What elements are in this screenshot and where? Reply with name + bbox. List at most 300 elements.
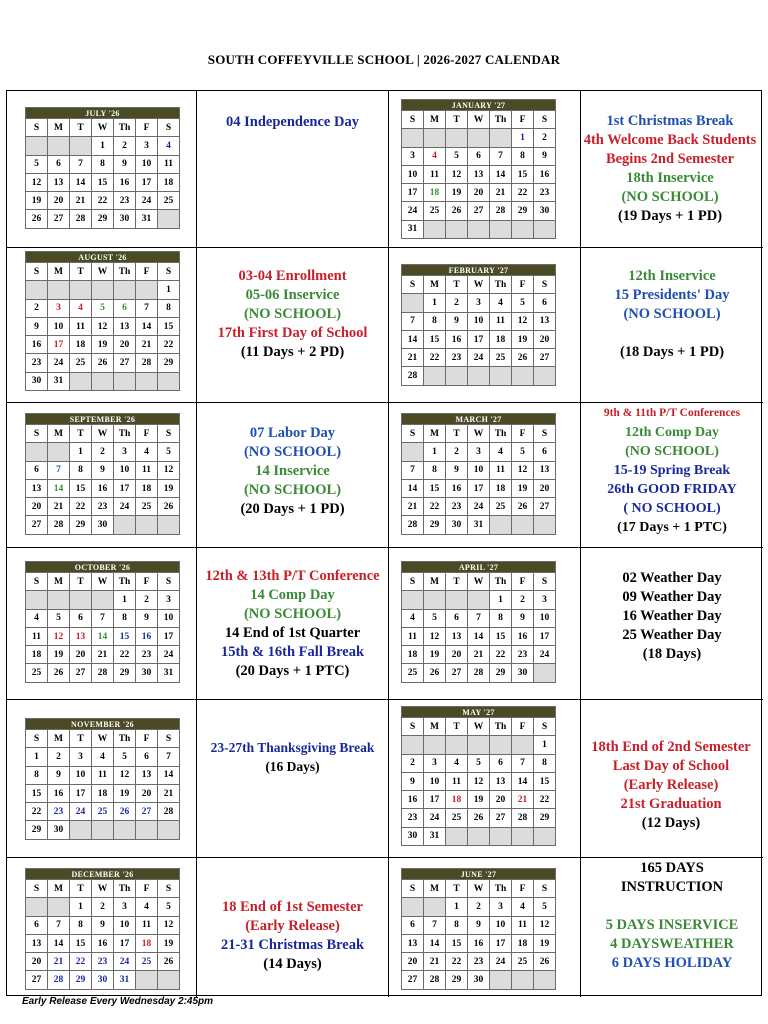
day-cell: 26 xyxy=(26,210,48,228)
weekday-header: S xyxy=(158,263,180,281)
day-cell: 26 xyxy=(114,803,136,821)
day-cell: 6 xyxy=(26,916,48,934)
day-cell: 7 xyxy=(48,916,70,934)
day-cell: 4 xyxy=(70,299,92,317)
day-cell: 25 xyxy=(92,803,114,821)
day-cell: 28 xyxy=(402,516,424,534)
day-cell: 27 xyxy=(534,498,556,516)
weekday-header: S xyxy=(26,119,48,137)
day-cell: 17 xyxy=(424,791,446,809)
month-calendar-october xyxy=(25,561,180,683)
day-cell: 25 xyxy=(490,498,512,516)
month-header: SEPTEMBER '26 xyxy=(26,414,180,425)
day-cell: 6 xyxy=(26,461,48,479)
events-cell-november xyxy=(197,700,389,858)
weekday-header: T xyxy=(446,718,468,736)
day-cell: 11 xyxy=(92,766,114,784)
day-cell: 23 xyxy=(446,498,468,516)
weekday-header: M xyxy=(424,573,446,591)
weekday-header: T xyxy=(446,880,468,898)
day-cell: 18 xyxy=(70,336,92,354)
day-cell: 12 xyxy=(512,312,534,330)
day-cell: 1 xyxy=(70,443,92,461)
day-cell: 18 xyxy=(424,184,446,202)
month-calendar-december xyxy=(25,868,180,990)
day-cell: 24 xyxy=(490,953,512,971)
weekday-header: F xyxy=(136,730,158,748)
weekday-header: M xyxy=(48,730,70,748)
day-cell: 20 xyxy=(136,784,158,802)
day-cell: 19 xyxy=(512,479,534,497)
weekday-header: T xyxy=(70,263,92,281)
day-cell: 23 xyxy=(92,953,114,971)
day-cell: 12 xyxy=(158,461,180,479)
month-calendar-june xyxy=(401,868,556,990)
day-cell: 20 xyxy=(70,646,92,664)
event-line: (20 Days + 1 PD) xyxy=(240,501,345,517)
day-cell: 15 xyxy=(424,330,446,348)
weekday-header: S xyxy=(402,425,424,443)
day-cell: 26 xyxy=(424,664,446,682)
day-cell: 9 xyxy=(136,609,158,627)
day-cell: 31 xyxy=(136,210,158,228)
day-cell: 11 xyxy=(512,916,534,934)
day-cell: 25 xyxy=(158,192,180,210)
day-cell: 17 xyxy=(468,479,490,497)
day-cell: 13 xyxy=(534,461,556,479)
day-cell: 16 xyxy=(512,627,534,645)
day-cell: 4 xyxy=(424,147,446,165)
empty-day-cell xyxy=(158,516,180,534)
day-cell: 1 xyxy=(114,591,136,609)
day-cell: 30 xyxy=(136,664,158,682)
empty-day-cell xyxy=(512,971,534,989)
day-cell: 28 xyxy=(402,367,424,385)
day-cell: 23 xyxy=(48,803,70,821)
calendar-grid xyxy=(6,90,762,996)
day-cell: 15 xyxy=(26,784,48,802)
day-cell: 7 xyxy=(402,312,424,330)
day-cell: 10 xyxy=(402,165,424,183)
empty-day-cell xyxy=(424,220,446,238)
day-cell: 18 xyxy=(26,646,48,664)
weekday-header: S xyxy=(26,880,48,898)
day-cell: 13 xyxy=(26,479,48,497)
day-cell: 5 xyxy=(114,748,136,766)
day-cell: 12 xyxy=(92,317,114,335)
event-line: 03-04 Enrollment xyxy=(238,268,347,284)
event-line: (Early Release) xyxy=(623,777,719,793)
day-cell: 5 xyxy=(446,147,468,165)
day-cell: 27 xyxy=(534,349,556,367)
empty-day-cell xyxy=(136,372,158,390)
day-cell: 19 xyxy=(446,184,468,202)
day-cell: 5 xyxy=(534,898,556,916)
weekday-header: S xyxy=(402,276,424,294)
day-cell: 22 xyxy=(424,498,446,516)
empty-day-cell xyxy=(114,821,136,839)
day-cell: 15 xyxy=(114,627,136,645)
day-cell: 12 xyxy=(534,916,556,934)
day-cell: 20 xyxy=(26,498,48,516)
day-cell: 24 xyxy=(468,349,490,367)
event-line: (NO SCHOOL) xyxy=(621,189,719,205)
month-header: JANUARY '27 xyxy=(402,100,556,111)
empty-day-cell xyxy=(136,971,158,989)
day-cell: 24 xyxy=(534,646,556,664)
weekday-header: S xyxy=(26,730,48,748)
weekday-header: Th xyxy=(490,718,512,736)
day-cell: 6 xyxy=(490,754,512,772)
empty-day-cell xyxy=(26,591,48,609)
day-cell: 25 xyxy=(26,664,48,682)
day-cell: 17 xyxy=(70,784,92,802)
weekday-header: Th xyxy=(114,880,136,898)
day-cell: 13 xyxy=(114,317,136,335)
event-line: (20 Days + 1 PTC) xyxy=(235,663,350,679)
day-cell: 20 xyxy=(446,646,468,664)
weekday-header: S xyxy=(26,425,48,443)
day-cell: 6 xyxy=(534,443,556,461)
day-cell: 31 xyxy=(402,220,424,238)
empty-day-cell xyxy=(468,591,490,609)
weekday-header: W xyxy=(92,880,114,898)
day-cell: 8 xyxy=(424,461,446,479)
weekday-header: S xyxy=(158,730,180,748)
day-cell: 21 xyxy=(512,791,534,809)
event-line: Last Day of School xyxy=(612,758,730,774)
month-calendar-august xyxy=(25,251,180,391)
empty-day-cell xyxy=(92,372,114,390)
day-cell: 14 xyxy=(48,934,70,952)
day-cell: 9 xyxy=(402,772,424,790)
day-cell: 5 xyxy=(158,898,180,916)
day-cell: 22 xyxy=(70,498,92,516)
empty-day-cell xyxy=(92,281,114,299)
weekday-header: W xyxy=(468,425,490,443)
day-cell: 24 xyxy=(136,192,158,210)
event-line: (NO SCHOOL) xyxy=(243,444,342,460)
empty-day-cell xyxy=(468,736,490,754)
weekday-header: W xyxy=(468,880,490,898)
day-cell: 28 xyxy=(48,516,70,534)
day-cell: 19 xyxy=(114,784,136,802)
month-calendar-january xyxy=(401,99,556,239)
weekday-header: F xyxy=(512,111,534,129)
day-cell: 3 xyxy=(114,898,136,916)
day-cell: 3 xyxy=(490,898,512,916)
weekday-header: Th xyxy=(490,573,512,591)
empty-day-cell xyxy=(48,281,70,299)
day-cell: 4 xyxy=(92,748,114,766)
event-line: 21-31 Christmas Break xyxy=(220,937,365,953)
day-cell: 18 xyxy=(446,791,468,809)
empty-day-cell xyxy=(424,591,446,609)
day-cell: 5 xyxy=(424,609,446,627)
month-header: APRIL '27 xyxy=(402,562,556,573)
month-calendar-july xyxy=(25,107,180,229)
day-cell: 10 xyxy=(534,609,556,627)
empty-day-cell xyxy=(48,898,70,916)
day-cell: 25 xyxy=(512,953,534,971)
month-cell-september xyxy=(7,403,197,548)
day-cell: 8 xyxy=(490,609,512,627)
weekday-header: M xyxy=(424,276,446,294)
day-cell: 26 xyxy=(468,809,490,827)
day-cell: 20 xyxy=(534,330,556,348)
day-cell: 5 xyxy=(512,443,534,461)
event-line: 09 Weather Day xyxy=(622,589,722,605)
empty-day-cell xyxy=(468,220,490,238)
day-cell: 24 xyxy=(468,498,490,516)
event-line: (19 Days + 1 PD) xyxy=(617,208,723,224)
empty-day-cell xyxy=(424,367,446,385)
day-cell: 6 xyxy=(468,147,490,165)
event-line: ( NO SCHOOL) xyxy=(623,501,721,516)
day-cell: 28 xyxy=(512,809,534,827)
event-line: 1st Christmas Break xyxy=(606,113,734,129)
day-cell: 14 xyxy=(136,317,158,335)
day-cell: 27 xyxy=(136,803,158,821)
empty-day-cell xyxy=(468,367,490,385)
day-cell: 17 xyxy=(48,336,70,354)
day-cell: 3 xyxy=(468,294,490,312)
day-cell: 5 xyxy=(512,294,534,312)
day-cell: 4 xyxy=(26,609,48,627)
day-cell: 19 xyxy=(158,479,180,497)
month-header: FEBRUARY '27 xyxy=(402,265,556,276)
empty-day-cell xyxy=(424,129,446,147)
day-cell: 1 xyxy=(424,294,446,312)
empty-day-cell xyxy=(48,591,70,609)
day-cell: 31 xyxy=(468,516,490,534)
event-line: INSTRUCTION xyxy=(620,879,724,895)
events-july xyxy=(197,113,388,132)
empty-day-cell xyxy=(70,372,92,390)
day-cell: 10 xyxy=(158,609,180,627)
empty-day-cell xyxy=(512,367,534,385)
day-cell: 11 xyxy=(490,461,512,479)
weekday-header: M xyxy=(48,425,70,443)
day-cell: 26 xyxy=(512,349,534,367)
day-cell: 7 xyxy=(512,754,534,772)
day-cell: 17 xyxy=(158,627,180,645)
day-cell: 14 xyxy=(158,766,180,784)
empty-day-cell xyxy=(512,827,534,845)
empty-day-cell xyxy=(490,220,512,238)
events-cell-march xyxy=(581,403,763,548)
day-cell: 5 xyxy=(158,443,180,461)
weekday-header: F xyxy=(512,718,534,736)
event-line: (16 Days) xyxy=(265,759,320,774)
day-cell: 7 xyxy=(158,748,180,766)
day-cell: 3 xyxy=(158,591,180,609)
events-cell-april xyxy=(581,548,763,700)
day-cell: 2 xyxy=(468,898,490,916)
weekday-header: T xyxy=(70,573,92,591)
empty-day-cell xyxy=(402,736,424,754)
day-cell: 7 xyxy=(424,916,446,934)
day-cell: 7 xyxy=(490,147,512,165)
day-cell: 15 xyxy=(424,479,446,497)
day-cell: 26 xyxy=(92,354,114,372)
empty-day-cell xyxy=(468,827,490,845)
month-header: AUGUST '26 xyxy=(26,252,180,263)
day-cell: 26 xyxy=(158,953,180,971)
day-cell: 20 xyxy=(490,791,512,809)
event-line: (17 Days + 1 PTC) xyxy=(617,520,727,535)
events-december xyxy=(197,898,388,974)
weekday-header: W xyxy=(468,111,490,129)
day-cell: 19 xyxy=(534,934,556,952)
day-cell: 1 xyxy=(92,137,114,155)
day-cell: 20 xyxy=(534,479,556,497)
event-line: 18 End of 1st Semester xyxy=(222,899,363,915)
day-cell: 14 xyxy=(70,173,92,191)
day-cell: 11 xyxy=(70,317,92,335)
day-cell: 1 xyxy=(512,129,534,147)
empty-day-cell xyxy=(158,821,180,839)
day-cell: 25 xyxy=(446,809,468,827)
day-cell: 4 xyxy=(158,137,180,155)
empty-day-cell xyxy=(490,129,512,147)
day-cell: 21 xyxy=(158,784,180,802)
day-cell: 23 xyxy=(402,809,424,827)
day-cell: 2 xyxy=(402,754,424,772)
weekday-header: F xyxy=(512,573,534,591)
footer-note: Early Release Every Wednesday 2:45pm xyxy=(22,996,214,1007)
weekday-header: M xyxy=(48,573,70,591)
event-line: 26th GOOD FRIDAY xyxy=(607,482,737,497)
month-header: MARCH '27 xyxy=(402,414,556,425)
day-cell: 16 xyxy=(402,791,424,809)
month-cell-august xyxy=(7,248,197,403)
weekday-header: Th xyxy=(114,730,136,748)
weekday-header: T xyxy=(70,425,92,443)
weekday-header: W xyxy=(92,263,114,281)
day-cell: 10 xyxy=(136,155,158,173)
empty-day-cell xyxy=(158,971,180,989)
page-title: SOUTH COFFEYVILLE SCHOOL | 2026-2027 CALENDAR xyxy=(207,52,561,67)
day-cell: 22 xyxy=(424,349,446,367)
month-header: DECEMBER '26 xyxy=(26,869,180,880)
event-line: 23-27th Thanksgiving Break xyxy=(210,740,375,755)
day-cell: 13 xyxy=(402,934,424,952)
day-cell: 11 xyxy=(136,461,158,479)
empty-day-cell xyxy=(490,367,512,385)
day-cell: 3 xyxy=(70,748,92,766)
weekday-header: M xyxy=(424,718,446,736)
day-cell: 25 xyxy=(70,354,92,372)
weekday-header: S xyxy=(534,573,556,591)
day-cell: 17 xyxy=(534,627,556,645)
weekday-header: S xyxy=(158,425,180,443)
day-cell: 15 xyxy=(70,934,92,952)
day-cell: 29 xyxy=(490,664,512,682)
day-cell: 15 xyxy=(158,317,180,335)
day-cell: 17 xyxy=(114,479,136,497)
day-cell: 3 xyxy=(468,443,490,461)
weekday-header: S xyxy=(26,573,48,591)
weekday-header: Th xyxy=(114,263,136,281)
empty-day-cell xyxy=(70,281,92,299)
day-cell: 23 xyxy=(92,498,114,516)
month-header: NOVEMBER '26 xyxy=(26,719,180,730)
month-cell-january xyxy=(389,91,581,248)
day-cell: 1 xyxy=(26,748,48,766)
events-cell-may xyxy=(581,700,763,858)
event-line: 18th End of 2nd Semester xyxy=(591,739,751,755)
day-cell: 13 xyxy=(26,934,48,952)
empty-day-cell xyxy=(26,443,48,461)
empty-day-cell xyxy=(534,827,556,845)
month-calendar-september xyxy=(25,413,180,535)
event-line: 14 End of 1st Quarter xyxy=(224,625,361,641)
day-cell: 27 xyxy=(26,516,48,534)
day-cell: 29 xyxy=(446,971,468,989)
empty-day-cell xyxy=(534,367,556,385)
day-cell: 22 xyxy=(114,646,136,664)
weekday-header: F xyxy=(136,880,158,898)
event-line xyxy=(581,897,763,916)
weekday-header: Th xyxy=(114,573,136,591)
day-cell: 7 xyxy=(136,299,158,317)
events-november xyxy=(197,738,388,776)
day-cell: 11 xyxy=(424,165,446,183)
day-cell: 31 xyxy=(424,827,446,845)
event-line: 14 Inservice xyxy=(255,463,330,479)
empty-day-cell xyxy=(424,736,446,754)
day-cell: 12 xyxy=(158,916,180,934)
day-cell: 25 xyxy=(402,664,424,682)
day-cell: 31 xyxy=(114,971,136,989)
day-cell: 19 xyxy=(26,192,48,210)
day-cell: 21 xyxy=(48,953,70,971)
weekday-header: S xyxy=(402,880,424,898)
day-cell: 26 xyxy=(446,202,468,220)
day-cell: 13 xyxy=(534,312,556,330)
day-cell: 15 xyxy=(446,934,468,952)
event-line: Begins 2nd Semester xyxy=(605,151,735,167)
day-cell: 16 xyxy=(468,934,490,952)
day-cell: 21 xyxy=(70,192,92,210)
day-cell: 4 xyxy=(490,443,512,461)
day-cell: 6 xyxy=(446,609,468,627)
weekday-header: W xyxy=(468,718,490,736)
empty-day-cell xyxy=(26,281,48,299)
day-cell: 10 xyxy=(114,916,136,934)
weekday-header: S xyxy=(402,718,424,736)
events-may xyxy=(577,738,765,833)
day-cell: 21 xyxy=(468,646,490,664)
empty-day-cell xyxy=(512,736,534,754)
event-line: (NO SCHOOL) xyxy=(243,306,342,322)
day-cell: 29 xyxy=(70,516,92,534)
day-cell: 8 xyxy=(70,916,92,934)
day-cell: 30 xyxy=(512,664,534,682)
weekday-header: Th xyxy=(490,425,512,443)
event-line: 21st Graduation xyxy=(620,796,722,812)
day-cell: 27 xyxy=(70,664,92,682)
day-cell: 23 xyxy=(512,646,534,664)
day-cell: 14 xyxy=(468,627,490,645)
day-cell: 24 xyxy=(158,646,180,664)
day-cell: 11 xyxy=(136,916,158,934)
day-cell: 25 xyxy=(136,953,158,971)
event-line: 12th Inservice xyxy=(628,268,716,284)
day-cell: 23 xyxy=(26,354,48,372)
empty-day-cell xyxy=(490,516,512,534)
